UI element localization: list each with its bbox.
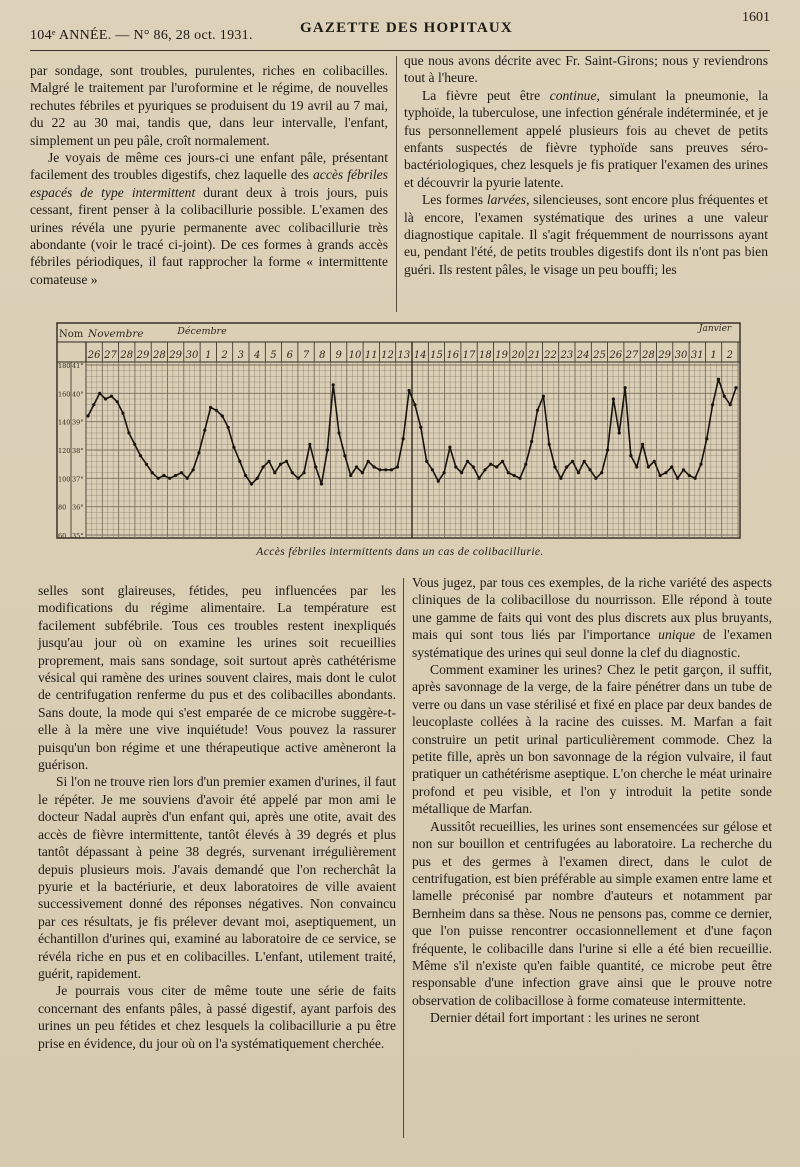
temperature-point xyxy=(209,406,212,409)
temperature-point xyxy=(688,474,691,477)
temperature-point xyxy=(244,474,247,477)
day-label: 21 xyxy=(527,350,541,361)
temperature-point xyxy=(443,471,446,474)
temp-label: 35° xyxy=(72,532,84,540)
day-label: 7 xyxy=(302,350,310,361)
temperature-point xyxy=(203,429,206,432)
temperature-point xyxy=(285,460,288,463)
temperature-point xyxy=(250,482,253,485)
temperature-point xyxy=(133,443,136,446)
day-label: 18 xyxy=(478,350,492,361)
temperature-point xyxy=(682,468,685,471)
paragraph: Dernier détail fort important : les urines ne seront xyxy=(430,1010,700,1026)
temperature-point xyxy=(402,437,405,440)
temperature-point xyxy=(308,443,311,446)
day-label: 17 xyxy=(462,350,476,361)
temperature-point xyxy=(332,383,335,386)
temperature-point xyxy=(553,465,556,468)
paragraph: selles sont glaireuses, fétides, peu influencées par les modifications du régime alimentaire. La température est facilement subfébrile. Tous ces troubles restent inexpliqués jusqu'au jour où on examine les urines soit recueillies proprement, mais sans sondage, soit surtout après cathétérisme vésical qui ramène des urines souvent claires, mais dont le culot de centrifugation renferme du pus et des colibacilles abondants. Sans doute, la mode qui s'est emparée de ce microbe suggère-t-elle à la mère une vive inquiétude! Vous pouvez la rassurer puisqu'un bon régime et une thérapeutique active amèneront la guérison. xyxy=(38,583,396,773)
temperature-point xyxy=(460,471,463,474)
temperature-point xyxy=(589,468,592,471)
temperature-point xyxy=(110,395,113,398)
temperature-point xyxy=(373,465,376,468)
temperature-point xyxy=(320,482,323,485)
temperature-point xyxy=(548,443,551,446)
day-label: 27 xyxy=(625,350,639,361)
temperature-point xyxy=(723,395,726,398)
temperature-point xyxy=(413,403,416,406)
pulse-label: 140 xyxy=(58,418,71,427)
temperature-point xyxy=(694,477,697,480)
temperature-point xyxy=(349,474,352,477)
temperature-point xyxy=(629,454,632,457)
temperature-point xyxy=(437,480,440,483)
temperature-point xyxy=(600,471,603,474)
paragraph: Si l'on ne trouve rien lors d'un premier examen d'urines, il faut le répéter. Je me souviens d'avoir été appelé par mon ami le docteur Nadal auprès d'un enfant qui, après une otite, avait des accès de fièvre intermittente, tantôt élevés à 39 degrés et plus tantôt dépassant à peine 38 degrés, survenant irrégulièrement depuis plusieurs mois. J'avais demandé que l'on recherchât la pyurie et la bactériurie, et deux laboratoires de ville avaient successivement donné des réponses négatives. Non convaincu par ces résultats, je fis prélever devant moi, aseptiquement, un échantillon d'urines qui, examiné au laboratoire de ce service, se révéla riche en pus et en colibacilles. L'enfant, utilement traité, guérit, rapidement. xyxy=(38,774,396,981)
pulse-label: 180 xyxy=(58,362,71,370)
temperature-point xyxy=(151,471,154,474)
temperature-point xyxy=(565,465,568,468)
day-label: 2 xyxy=(726,350,734,361)
temperature-point xyxy=(454,465,457,468)
temperature-point xyxy=(635,465,638,468)
temperature-chart xyxy=(56,322,742,540)
pulse-label: 60 xyxy=(58,532,67,540)
temperature-point xyxy=(559,477,562,480)
temperature-point xyxy=(659,474,662,477)
day-label: 15 xyxy=(430,350,443,361)
temperature-point xyxy=(676,477,679,480)
day-label: 28 xyxy=(641,350,655,361)
temperature-point xyxy=(425,460,428,463)
temperature-point xyxy=(256,477,259,480)
temp-label: 36° xyxy=(72,503,84,512)
temperature-point xyxy=(495,465,498,468)
pulse-label: 160 xyxy=(58,390,71,399)
temperature-point xyxy=(624,386,627,389)
temperature-point xyxy=(518,477,521,480)
paragraph: que nous avons décrite avec Fr. Saint-Girons; nous y reviendrons tout à l'heure. xyxy=(404,53,768,86)
temperature-point xyxy=(705,437,708,440)
temperature-point xyxy=(215,409,218,412)
temperature-point xyxy=(699,463,702,466)
temperature-point xyxy=(670,465,673,468)
day-label: 10 xyxy=(348,350,362,361)
month-label: Novembre xyxy=(88,328,144,340)
day-label: 24 xyxy=(576,350,590,361)
temperature-point xyxy=(314,465,317,468)
temperature-point xyxy=(390,468,393,471)
temperature-point xyxy=(378,468,381,471)
day-label: 12 xyxy=(381,350,394,361)
paragraph: Vous jugez, par tous ces exemples, de la riche variété des aspects cliniques de la colibacillose du nourrisson. Elle répond à toute une gamme de faits qui vont des plus discrets aux plus bruyants, mais qui sont tous liés par l'importance unique de l'examen systématique des urines qui seul donne la clef du diagnostic. xyxy=(412,575,772,660)
temperature-point xyxy=(612,397,615,400)
temperature-point xyxy=(262,465,265,468)
day-label: 16 xyxy=(446,350,460,361)
journal-title: GAZETTE DES HOPITAUX xyxy=(300,20,513,36)
temperature-point xyxy=(577,471,580,474)
day-label: 1 xyxy=(710,350,717,361)
day-label: 27 xyxy=(104,350,117,361)
day-label: 31 xyxy=(690,350,704,361)
column-3 xyxy=(38,582,396,1052)
day-label: 28 xyxy=(152,350,166,361)
temperature-point xyxy=(466,460,469,463)
day-label: 25 xyxy=(593,350,606,361)
month-label: Janvier xyxy=(698,324,732,334)
temperature-point xyxy=(197,451,200,454)
temperature-point xyxy=(571,460,574,463)
day-label: 19 xyxy=(495,350,509,361)
temperature-point xyxy=(524,463,527,466)
temperature-point xyxy=(711,403,714,406)
temperature-point xyxy=(326,448,329,451)
day-label: 26 xyxy=(87,350,101,361)
day-label: 14 xyxy=(413,350,427,361)
day-label: 4 xyxy=(253,350,261,361)
day-label: 8 xyxy=(319,350,326,361)
temperature-point xyxy=(606,448,609,451)
temperature-point xyxy=(355,465,358,468)
temperature-point xyxy=(530,440,533,443)
temperature-point xyxy=(337,431,340,434)
pulse-label: 120 xyxy=(58,447,71,455)
temperature-point xyxy=(116,400,119,403)
month-label: Décembre xyxy=(177,326,227,337)
temperature-point xyxy=(384,468,387,471)
temperature-point xyxy=(168,477,171,480)
temperature-point xyxy=(267,460,270,463)
temperature-point xyxy=(647,465,650,468)
day-label: 29 xyxy=(658,350,672,361)
temperature-point xyxy=(513,474,516,477)
temperature-point xyxy=(361,471,364,474)
day-label: 29 xyxy=(136,350,150,361)
paragraph: Aussitôt recueillies, les urines sont ensemencées sur gélose et non sur bouillon et centrifugées au laboratoire. La recherche du pus et des germes à l'examen direct, dans le culot de centrifugation, est bien préférable au simple examen entre lame et lamelle préconisé par nombre d'auteurs et notamment par Bernheim dans sa thèse. Nous ne pensons pas, comme ce dernier, que l'on puisse rencontrer occasionnellement et d'une façon fréquente, le colibacille dans l'urine si elle a été bien recueillie. Même s'il n'existe qu'en faible quantité, ce microbe peut être responsable d'une infection grave ainsi que le prouve notre observation de colibacillose à forme comateuse intermittente. xyxy=(412,818,772,1008)
temp-label: 41° xyxy=(72,362,84,370)
temperature-point xyxy=(145,463,148,466)
temperature-point xyxy=(501,460,504,463)
pulse-label: 80 xyxy=(58,503,67,512)
column-1 xyxy=(30,62,388,288)
temperature-point xyxy=(186,477,189,480)
paragraph: Comment examiner les urines? Chez le petit garçon, il suffit, après savonnage de la verge, de la faire pénétrer dans un tube de verre ou dans un vase stérilisé et fixé en place par deux bandes de leucoplaste collées à la racine des cuisses. M. Marfan a fait construire un petit urinal particulièrement commode. Chez la petite fille, après un bon savonnage de la région vulvaire, il faut pratiquer un cathétérisme aseptique. L'on cherche le méat urinaire profond et peu visible, et l'on y introduit la petite sonde métallique de Marfan. xyxy=(412,662,772,817)
temp-label: 40° xyxy=(72,390,84,399)
temp-label: 38° xyxy=(72,447,84,455)
temperature-point xyxy=(221,414,224,417)
temperature-point xyxy=(343,454,346,457)
paragraph: par sondage, sont troubles, purulentes, riches en colibacilles. Malgré le traitement par l'uroformine et le régime, de nouvelles rechutes fébriles et pyuriques se produisent du 19 avril au 7 mai, du 22 au 30 mai, tandis que, dans leur intervalle, l'enfant, simplement un peu pâle, croît normalement. xyxy=(30,63,388,148)
temperature-point xyxy=(408,389,411,392)
temperature-point xyxy=(291,471,294,474)
paragraph: La fièvre peut être continue, simulant la pneumonie, la typhoïde, la tuberculose, une infection générale indéterminée, et je fus personnellement appelé plusieurs fois au chevet de petits enfants suspectés de fièvre typhoïde sans preuves séro-bactériologiques, chez lesquels je fis pratiquer l'examen des urines et découvrir la pyurie latente. xyxy=(404,87,768,190)
temperature-point xyxy=(121,412,124,415)
issue-line: 104ᵉ ANNÉE. — N° 86, 28 oct. 1931. xyxy=(30,28,253,43)
header-rule xyxy=(30,50,770,51)
day-label: 20 xyxy=(511,350,525,361)
temperature-point xyxy=(483,468,486,471)
day-label: 6 xyxy=(286,350,293,361)
temperature-point xyxy=(302,471,305,474)
day-label: 2 xyxy=(221,350,228,361)
column-4 xyxy=(412,574,772,1027)
temperature-point xyxy=(297,477,300,480)
temperature-point xyxy=(542,395,545,398)
temperature-point xyxy=(717,378,720,381)
temperature-point xyxy=(232,446,235,449)
temperature-chart-svg xyxy=(56,322,742,540)
temperature-point xyxy=(180,471,183,474)
paragraph: Les formes larvées, silencieuses, sont encore plus fréquentes et là encore, l'examen systématique des urines a une valeur diagnostique capitale. Il s'agit fréquemment de nourrissons ayant eu, pendant l'été, de petits troubles digestifs dont ils n'ont pas bien guéri. Ils restent pâles, le visage un peu bouffi; les xyxy=(404,192,768,277)
day-label: 22 xyxy=(544,350,557,361)
temperature-point xyxy=(478,477,481,480)
temperature-point xyxy=(92,403,95,406)
day-label: 30 xyxy=(185,350,199,361)
temperature-point xyxy=(157,477,160,480)
temperature-point xyxy=(104,397,107,400)
page-header xyxy=(30,10,770,46)
day-label: 11 xyxy=(364,350,378,361)
temperature-point xyxy=(536,409,539,412)
chart-header-label: Nom xyxy=(59,329,84,340)
pulse-label: 100 xyxy=(58,475,71,484)
column-divider xyxy=(403,578,404,1138)
day-label: 28 xyxy=(120,350,134,361)
temperature-point xyxy=(419,426,422,429)
temperature-point xyxy=(98,392,101,395)
day-label: 9 xyxy=(335,350,342,361)
column-2 xyxy=(404,52,768,278)
temp-label: 37° xyxy=(72,475,84,484)
temperature-point xyxy=(472,465,475,468)
page-number: 1601 xyxy=(742,10,770,25)
day-label: 3 xyxy=(237,350,245,361)
temperature-point xyxy=(618,431,621,434)
temperature-point xyxy=(86,414,89,417)
day-label: 5 xyxy=(270,350,277,361)
temperature-point xyxy=(162,474,165,477)
temp-label: 39° xyxy=(72,418,84,427)
temperature-point xyxy=(653,460,656,463)
temperature-point xyxy=(507,471,510,474)
temperature-point xyxy=(127,431,130,434)
temperature-point xyxy=(734,386,737,389)
day-label: 30 xyxy=(674,350,688,361)
temperature-point xyxy=(594,477,597,480)
day-label: 26 xyxy=(609,350,623,361)
temperature-point xyxy=(489,463,492,466)
temperature-point xyxy=(238,460,241,463)
temperature-point xyxy=(273,471,276,474)
temperature-point xyxy=(192,468,195,471)
temperature-point xyxy=(664,471,667,474)
temperature-point xyxy=(431,468,434,471)
paragraph: Je pourrais vous citer de même toute une série de faits concernant des enfants pâles, à passé digestif, ayant parfois des urines un peu fétides et chez lesquels la colibacillurie a pu être prise en évidence, du jour où on l'a systématiquement cherchée. xyxy=(38,983,396,1051)
figure-caption: Accès fébriles intermittents dans un cas de colibacillurie. xyxy=(256,546,544,558)
temperature-point xyxy=(227,426,230,429)
temperature-point xyxy=(448,446,451,449)
day-label: 13 xyxy=(397,350,411,361)
temperature-point xyxy=(139,454,142,457)
day-label: 1 xyxy=(205,350,212,361)
temperature-point xyxy=(174,474,177,477)
day-label: 23 xyxy=(560,350,574,361)
temperature-point xyxy=(583,460,586,463)
temperature-point xyxy=(641,443,644,446)
temperature-point xyxy=(367,460,370,463)
temperature-point xyxy=(396,465,399,468)
temperature-point xyxy=(729,403,732,406)
column-divider xyxy=(396,56,397,312)
day-label: 29 xyxy=(169,350,183,361)
temperature-point xyxy=(279,463,282,466)
paragraph: Je voyais de même ces jours-ci une enfant pâle, présentant facilement des troubles digestifs, chez laquelle des accès fébriles espacés de type intermittent durant deux à trois jours, puis cessant, firent penser à la colibacillurie possible. L'examen des urines révéla une pyurie permanente avec colibacillurie très abondante (voir le tracé ci-joint). De ces formes à grands accès fébriles périodiques, il faut rapprocher la forme « intermittente comateuse » xyxy=(30,150,388,287)
